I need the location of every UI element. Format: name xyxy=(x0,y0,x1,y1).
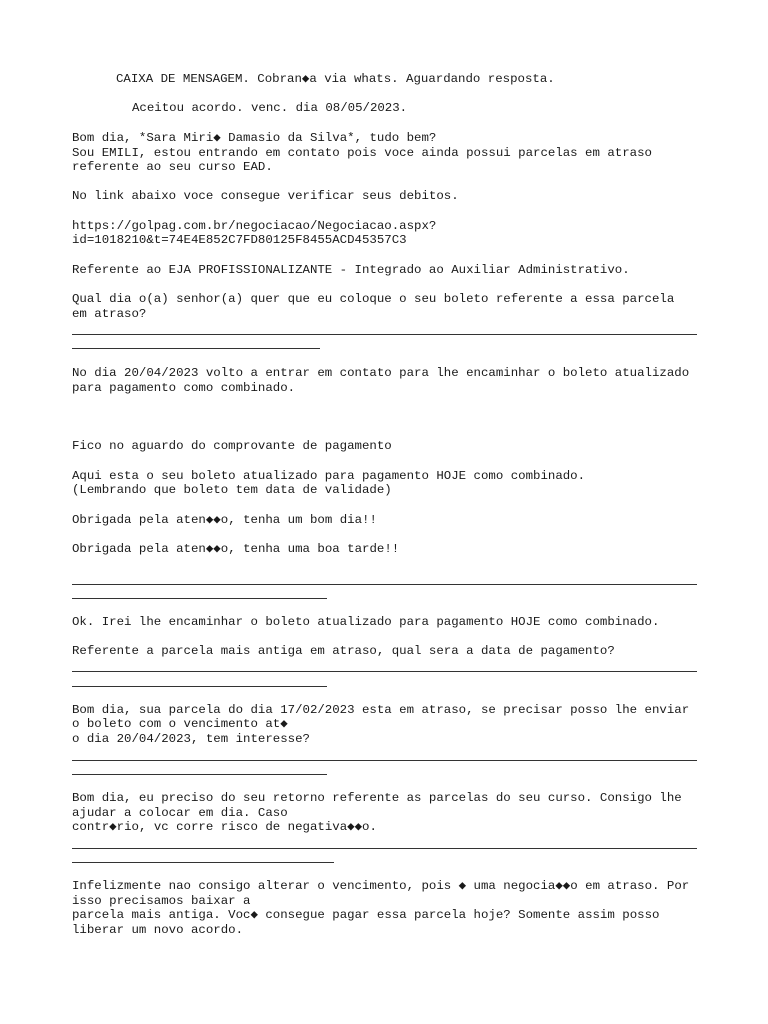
separator-long xyxy=(72,671,697,672)
validity-reminder-line: (Lembrando que boleto tem data de validade) xyxy=(72,483,392,497)
course-line: Referente ao EJA PROFISSIONALIZANTE - Integrado ao Auxiliar Administrativo. xyxy=(72,263,630,277)
awaiting-receipt-line: Fico no aguardo do comprovante de pagamento xyxy=(72,439,392,453)
separator-short xyxy=(72,862,334,863)
due-date-refusal-line: Infelizmente nao consigo alterar o vencimento, pois ◆ uma negocia◆◆o em atraso. Por xyxy=(72,879,690,893)
separator-short xyxy=(72,348,320,349)
overdue-notice-line-2: o boleto com o vencimento at◆ xyxy=(72,717,288,731)
return-request-line-3: contr◆rio, vc corre risco de negativa◆◆o. xyxy=(72,820,377,834)
status-line: CAIXA DE MENSAGEM. Cobran◆a via whats. Aguardando resposta. xyxy=(116,72,555,86)
thanks-good-day-line: Obrigada pela aten◆◆o, tenha um bom dia!! xyxy=(72,513,377,527)
payment-link-part-1: https://golpag.com.br/negociacao/Negociacao.aspx? xyxy=(72,219,437,233)
separator-short xyxy=(72,774,327,775)
overdue-notice-line: Bom dia, sua parcela do dia 17/02/2023 esta em atraso, se precisar posso lhe enviar xyxy=(72,703,690,717)
intro-line: Sou EMILI, estou entrando em contato pois voce ainda possui parcelas em atraso xyxy=(72,146,652,160)
intro-line-cont: referente ao seu curso EAD. xyxy=(72,160,273,174)
separator-short xyxy=(72,686,327,687)
separator-long xyxy=(72,584,697,585)
due-date-refusal-line-4: liberar um novo acordo. xyxy=(72,923,244,937)
confirmation-line: Ok. Irei lhe encaminhar o boleto atualizado para pagamento HOJE como combinado. xyxy=(72,615,660,629)
link-intro-line: No link abaixo voce consegue verificar seus debitos. xyxy=(72,189,459,203)
return-request-line-2: ajudar a colocar em dia. Caso xyxy=(72,806,288,820)
due-date-refusal-line-3: parcela mais antiga. Voc◆ consegue pagar essa parcela hoje? Somente assim posso xyxy=(72,908,660,922)
payment-link-part-2: id=1018210&t=74E4E852C7FD80125F8455ACD45357C3 xyxy=(72,233,407,247)
boleto-line: Aqui esta o seu boleto atualizado para pagamento HOJE como combinado. xyxy=(72,469,586,483)
due-date-question: Qual dia o(a) senhor(a) quer que eu coloque o seu boleto referente a essa parcela xyxy=(72,292,675,306)
separator-long xyxy=(72,760,697,761)
separator-long xyxy=(72,334,697,335)
followup-line-cont: para pagamento como combinado. xyxy=(72,381,296,395)
due-date-question-cont: em atraso? xyxy=(72,307,147,321)
separator-long xyxy=(72,848,697,849)
agreement-line: Aceitou acordo. venc. dia 08/05/2023. xyxy=(132,101,408,115)
thanks-good-afternoon-line: Obrigada pela aten◆◆o, tenha uma boa tarde!! xyxy=(72,542,400,556)
followup-line: No dia 20/04/2023 volto a entrar em contato para lhe encaminhar o boleto atualizado xyxy=(72,366,690,380)
return-request-line: Bom dia, eu preciso do seu retorno referente as parcelas do seu curso. Consigo lhe xyxy=(72,791,682,805)
overdue-notice-line-3: o dia 20/04/2023, tem interesse? xyxy=(72,732,310,746)
greeting-line: Bom dia, *Sara Miri◆ Damasio da Silva*, tudo bem? xyxy=(72,131,437,145)
oldest-installment-question: Referente a parcela mais antiga em atraso, qual sera a data de pagamento? xyxy=(72,644,615,658)
due-date-refusal-line-2: isso precisamos baixar a xyxy=(72,894,251,908)
separator-short xyxy=(72,598,327,599)
